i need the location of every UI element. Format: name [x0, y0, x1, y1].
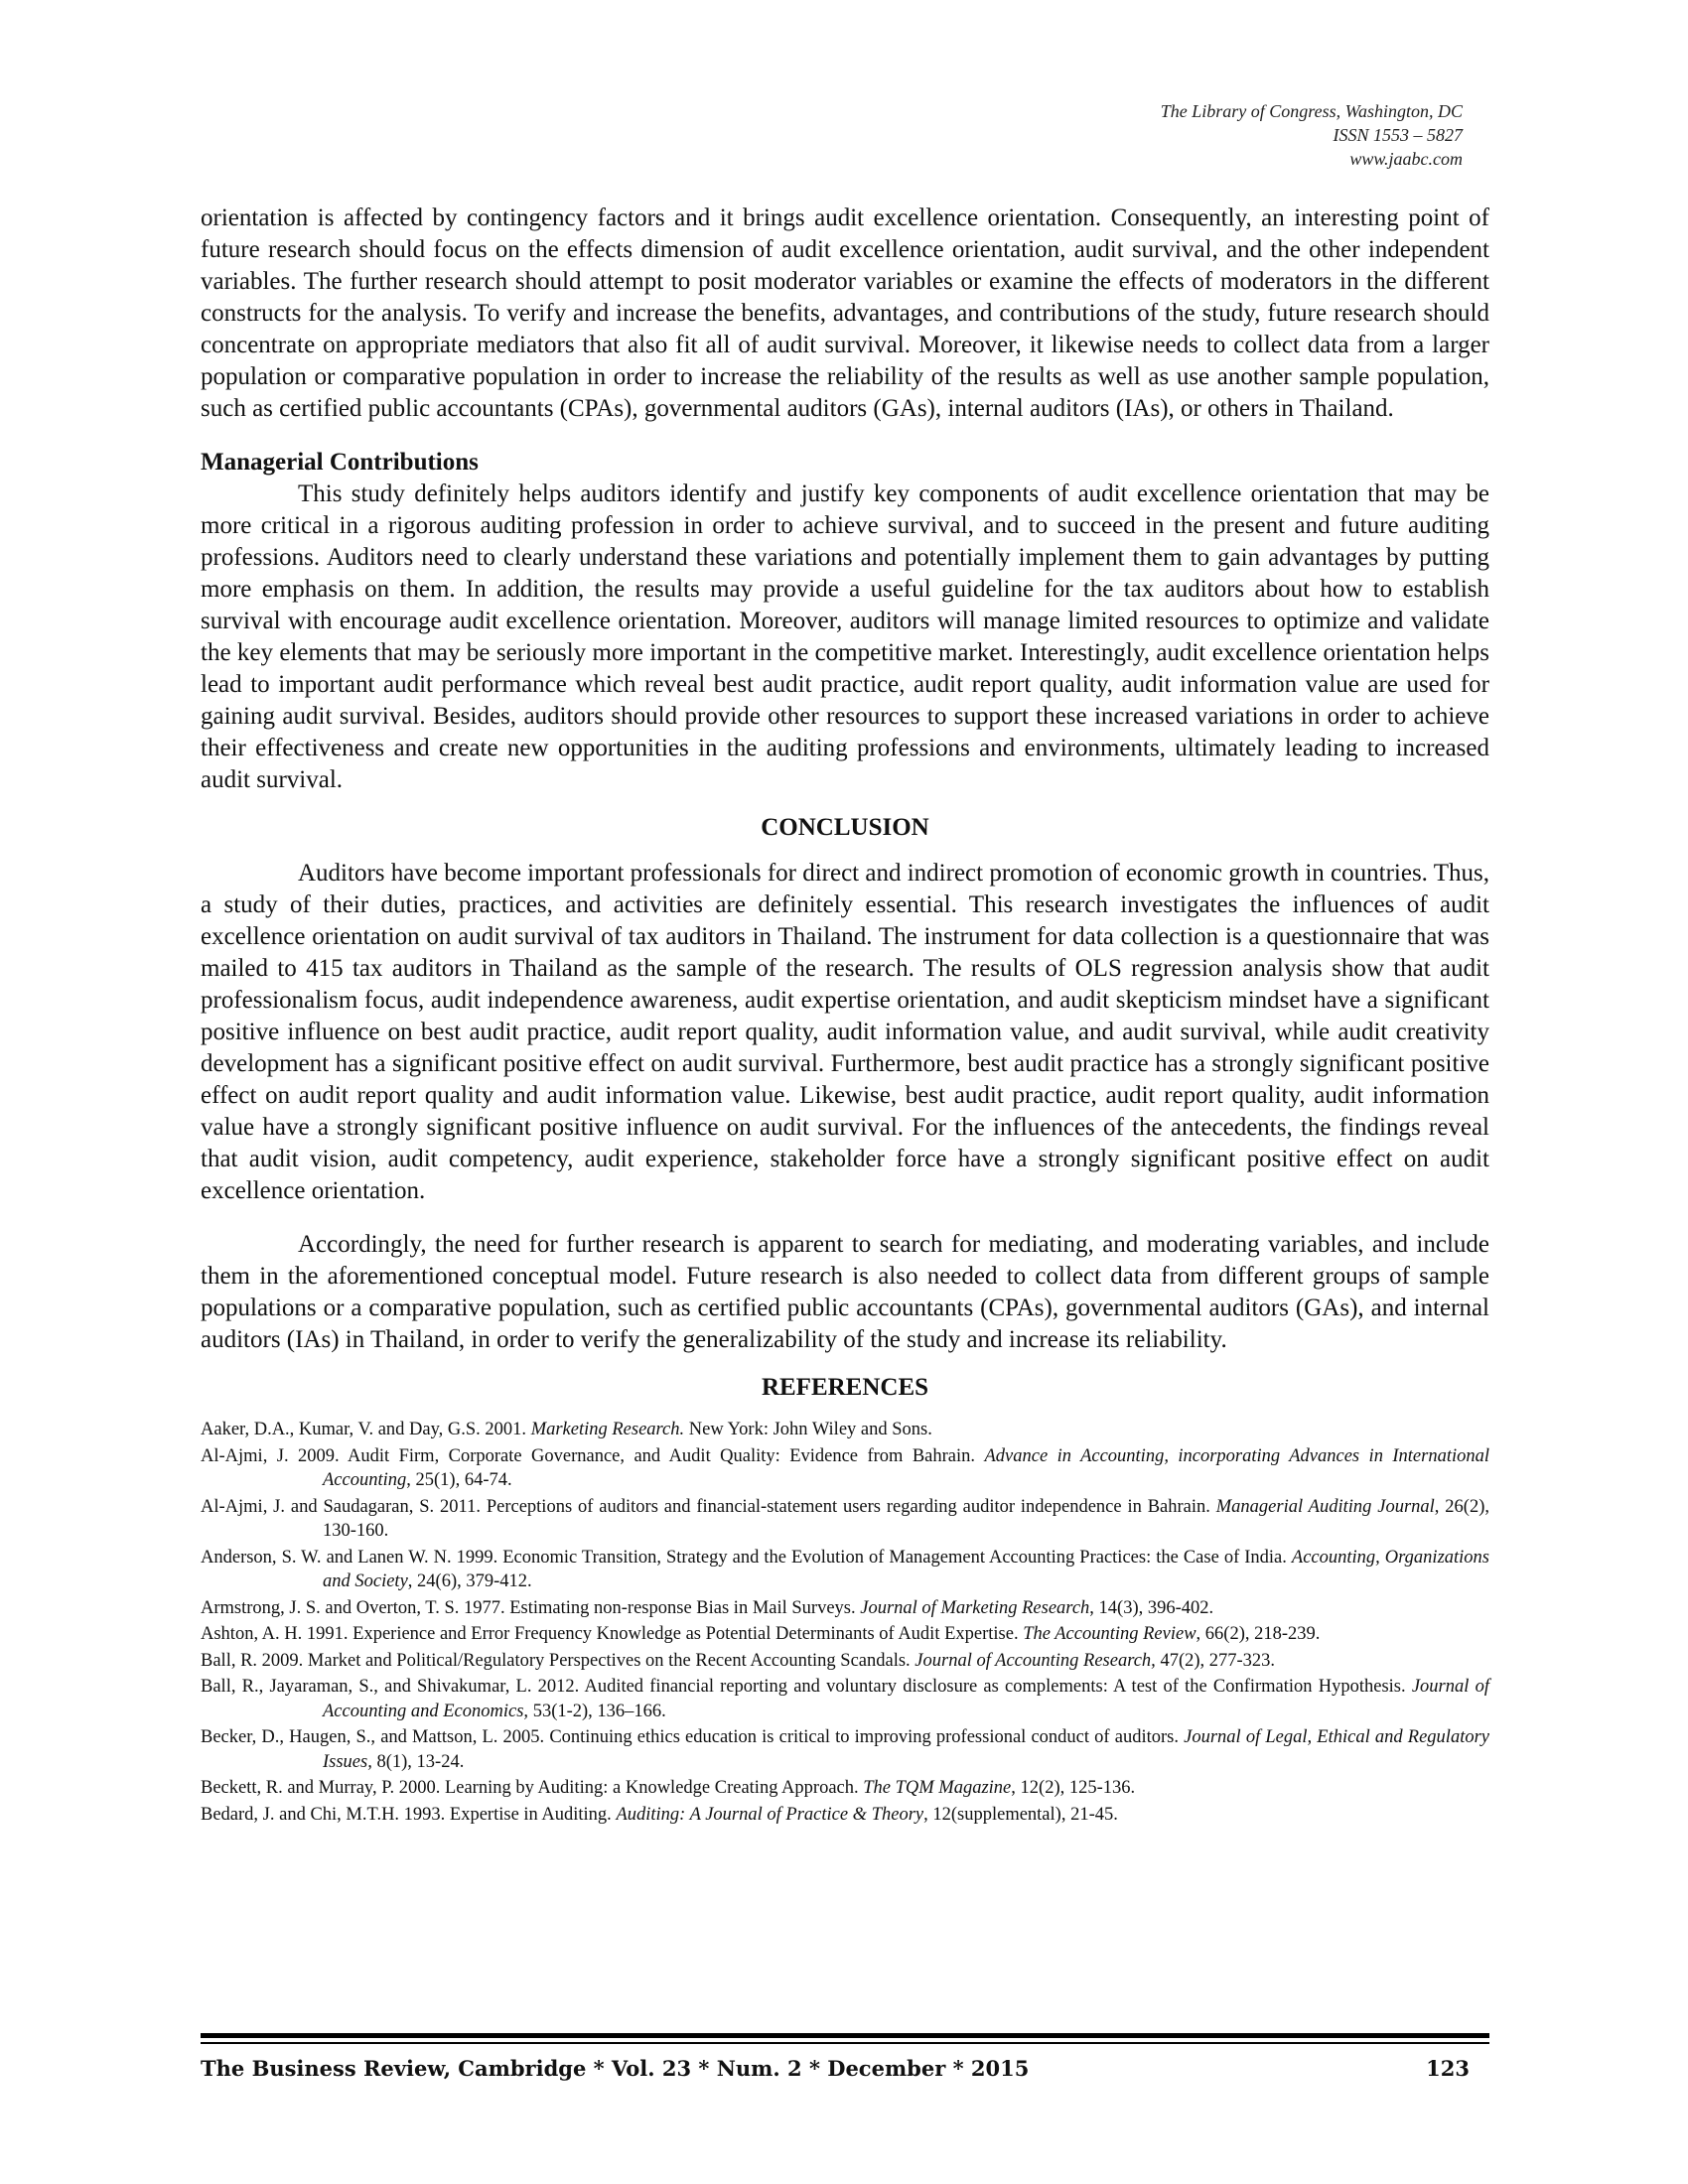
reference-item: Anderson, S. W. and Lanen W. N. 1999. Economic Transition, Strategy and the Evolution of Management Accounting Practices: the Case of India. Accounting, Organizations and Society, 24(6), 379-412. [201, 1547, 1489, 1591]
reference-item: Beckett, R. and Murray, P. 2000. Learning by Auditing: a Knowledge Creating Approach. The TQM Magazine, 12(2), 125-136. [201, 1778, 1136, 1798]
conclusion-heading: CONCLUSION [761, 814, 929, 841]
references-heading: REFERENCES [761, 1374, 929, 1401]
conclusion-paragraph-1: Auditors have become important professionals for direct and indirect promotion of economic growth in countries. Thus, a study of their duties, practices, and activities are definitely essential. This research investigates the influences of audit excellence orientation on audit survival of tax auditors in Thailand. The instrument for data collection is a questionnaire that was mailed to 415 tax auditors in Thailand as the sample of the research. The results of OLS regression analysis show that audit professionalism focus, audit independence awareness, audit expertise orientation, and audit skepticism mindset have a significant positive influence on best audit practice, audit report quality, audit information value, and audit survival, while audit creativity development has a significant positive effect on audit survival. Furthermore, best audit practice has a strongly significant positive effect on audit report quality and audit information value. Likewise, best audit practice, audit report quality, audit information value have a strongly significant positive influence on audit survival. For the influences of the antecedents, the findings reveal that audit vision, audit competency, audit experience, stakeholder force have a strongly significant positive effect on audit excellence orientation. [201, 860, 1489, 1204]
running-header [1161, 99, 1463, 171]
footer-rule-thin [201, 2042, 1489, 2044]
header-website: www.jaabc.com [1349, 149, 1463, 169]
conclusion-paragraph-2: Accordingly, the need for further research is apparent to search for mediating, and moderating variables, and include them in the aforementioned conceptual model. Future research is also needed to collect data from different groups of sample populations or a comparative population, such as certified public accountants (CPAs), governmental auditors (GAs), and internal auditors (IAs) in Thailand, in order to verify the generalizability of the study and increase its reliability. [201, 1231, 1489, 1353]
reference-item: Bedard, J. and Chi, M.T.H. 1993. Expertise in Auditing. Auditing: A Journal of Practice & Theory, 12(supplemental), 21-45. [201, 1804, 1118, 1825]
reference-item: Ball, R., Jayaraman, S., and Shivakumar, L. 2012. Audited financial reporting and voluntary disclosure as complements: A test of the Confirmation Hypothesis. Journal of Accounting and Economics, 53(1-2), 136–166. [201, 1677, 1489, 1721]
footer-rule-thick [201, 2033, 1489, 2038]
page-body [201, 203, 1489, 1829]
reference-list [201, 1418, 1489, 1827]
reference-item: Al-Ajmi, J. and Saudagaran, S. 2011. Perceptions of auditors and financial-statement users regarding auditor independence in Bahrain. Managerial Auditing Journal, 26(2), 130-160. [201, 1496, 1489, 1541]
page-number: 123 [1426, 2056, 1470, 2081]
reference-item: Becker, D., Haugen, S., and Mattson, L. 2005. Continuing ethics education is critical to improving professional conduct of auditors. Journal of Legal, Ethical and Regulatory Issues, 8(1), 13-24. [201, 1727, 1489, 1772]
reference-item: Armstrong, J. S. and Overton, T. S. 1977. Estimating non-response Bias in Mail Surveys. Journal of Marketing Research, 14(3), 396-402. [201, 1597, 1214, 1618]
intro-paragraph: orientation is affected by contingency factors and it brings audit excellence orientation. Consequently, an interesting point of future research should focus on the effects dimension of audit excellence orientation, audit survival, and the other independent variables. The further research should attempt to posit moderator variables or examine the effects of moderators in the different constructs for the analysis. To verify and increase the benefits, advantages, and contributions of the study, future research should concentrate on appropriate mediators that also fit all of audit survival. Moreover, it likewise needs to collect data from a larger population or comparative population in order to increase the reliability of the results as well as use another sample population, such as certified public accountants (CPAs), governmental auditors (GAs), internal auditors (IAs), or others in Thailand. [201, 205, 1489, 422]
managerial-contributions-paragraph: This study definitely helps auditors identify and justify key components of audit excellence orientation that may be more critical in a rigorous auditing profession in order to achieve survival, and to succeed in the present and future auditing professions. Auditors need to clearly understand these variations and potentially implement them to gain advantages by putting more emphasis on them. In addition, the results may provide a useful guideline for the tax auditors about how to establish survival with encourage audit excellence orientation. Moreover, auditors will manage limited resources to optimize and validate the key elements that may be seriously more important in the competitive market. Interestingly, audit excellence orientation helps lead to important audit performance which reveal best audit practice, audit report quality, audit information value are used for gaining audit survival. Besides, auditors should provide other resources to support these increased variations in order to achieve their effectiveness and create new opportunities in the auditing professions and environments, ultimately leading to increased audit survival. [201, 480, 1489, 793]
reference-item: Aaker, D.A., Kumar, V. and Day, G.S. 2001. Marketing Research. New York: John Wiley and Sons. [201, 1420, 932, 1439]
reference-item: Al-Ajmi, J. 2009. Audit Firm, Corporate Governance, and Audit Quality: Evidence from Bahrain. Advance in Accounting, incorporating Advances in International Accounting, 25(1), 64-74. [201, 1445, 1490, 1490]
footer-journal-info: The Business Review, Cambridge * Vol. 23 * Num. 2 * December * 2015 [201, 2056, 1030, 2081]
header-publisher: The Library of Congress, Washington, DC [1160, 101, 1463, 121]
reference-item: Ball, R. 2009. Market and Political/Regulatory Perspectives on the Recent Accounting Scandals. Journal of Accounting Research, 47(2), 277-323. [201, 1650, 1276, 1671]
header-issn: ISSN 1553 – 5827 [1333, 125, 1463, 145]
reference-item: Ashton, A. H. 1991. Experience and Error Frequency Knowledge as Potential Determinants of Audit Expertise. The Accounting Review, 66(2), 218-239. [201, 1624, 1321, 1644]
running-footer [201, 2055, 1470, 2083]
managerial-contributions-heading: Managerial Contributions [201, 449, 479, 476]
